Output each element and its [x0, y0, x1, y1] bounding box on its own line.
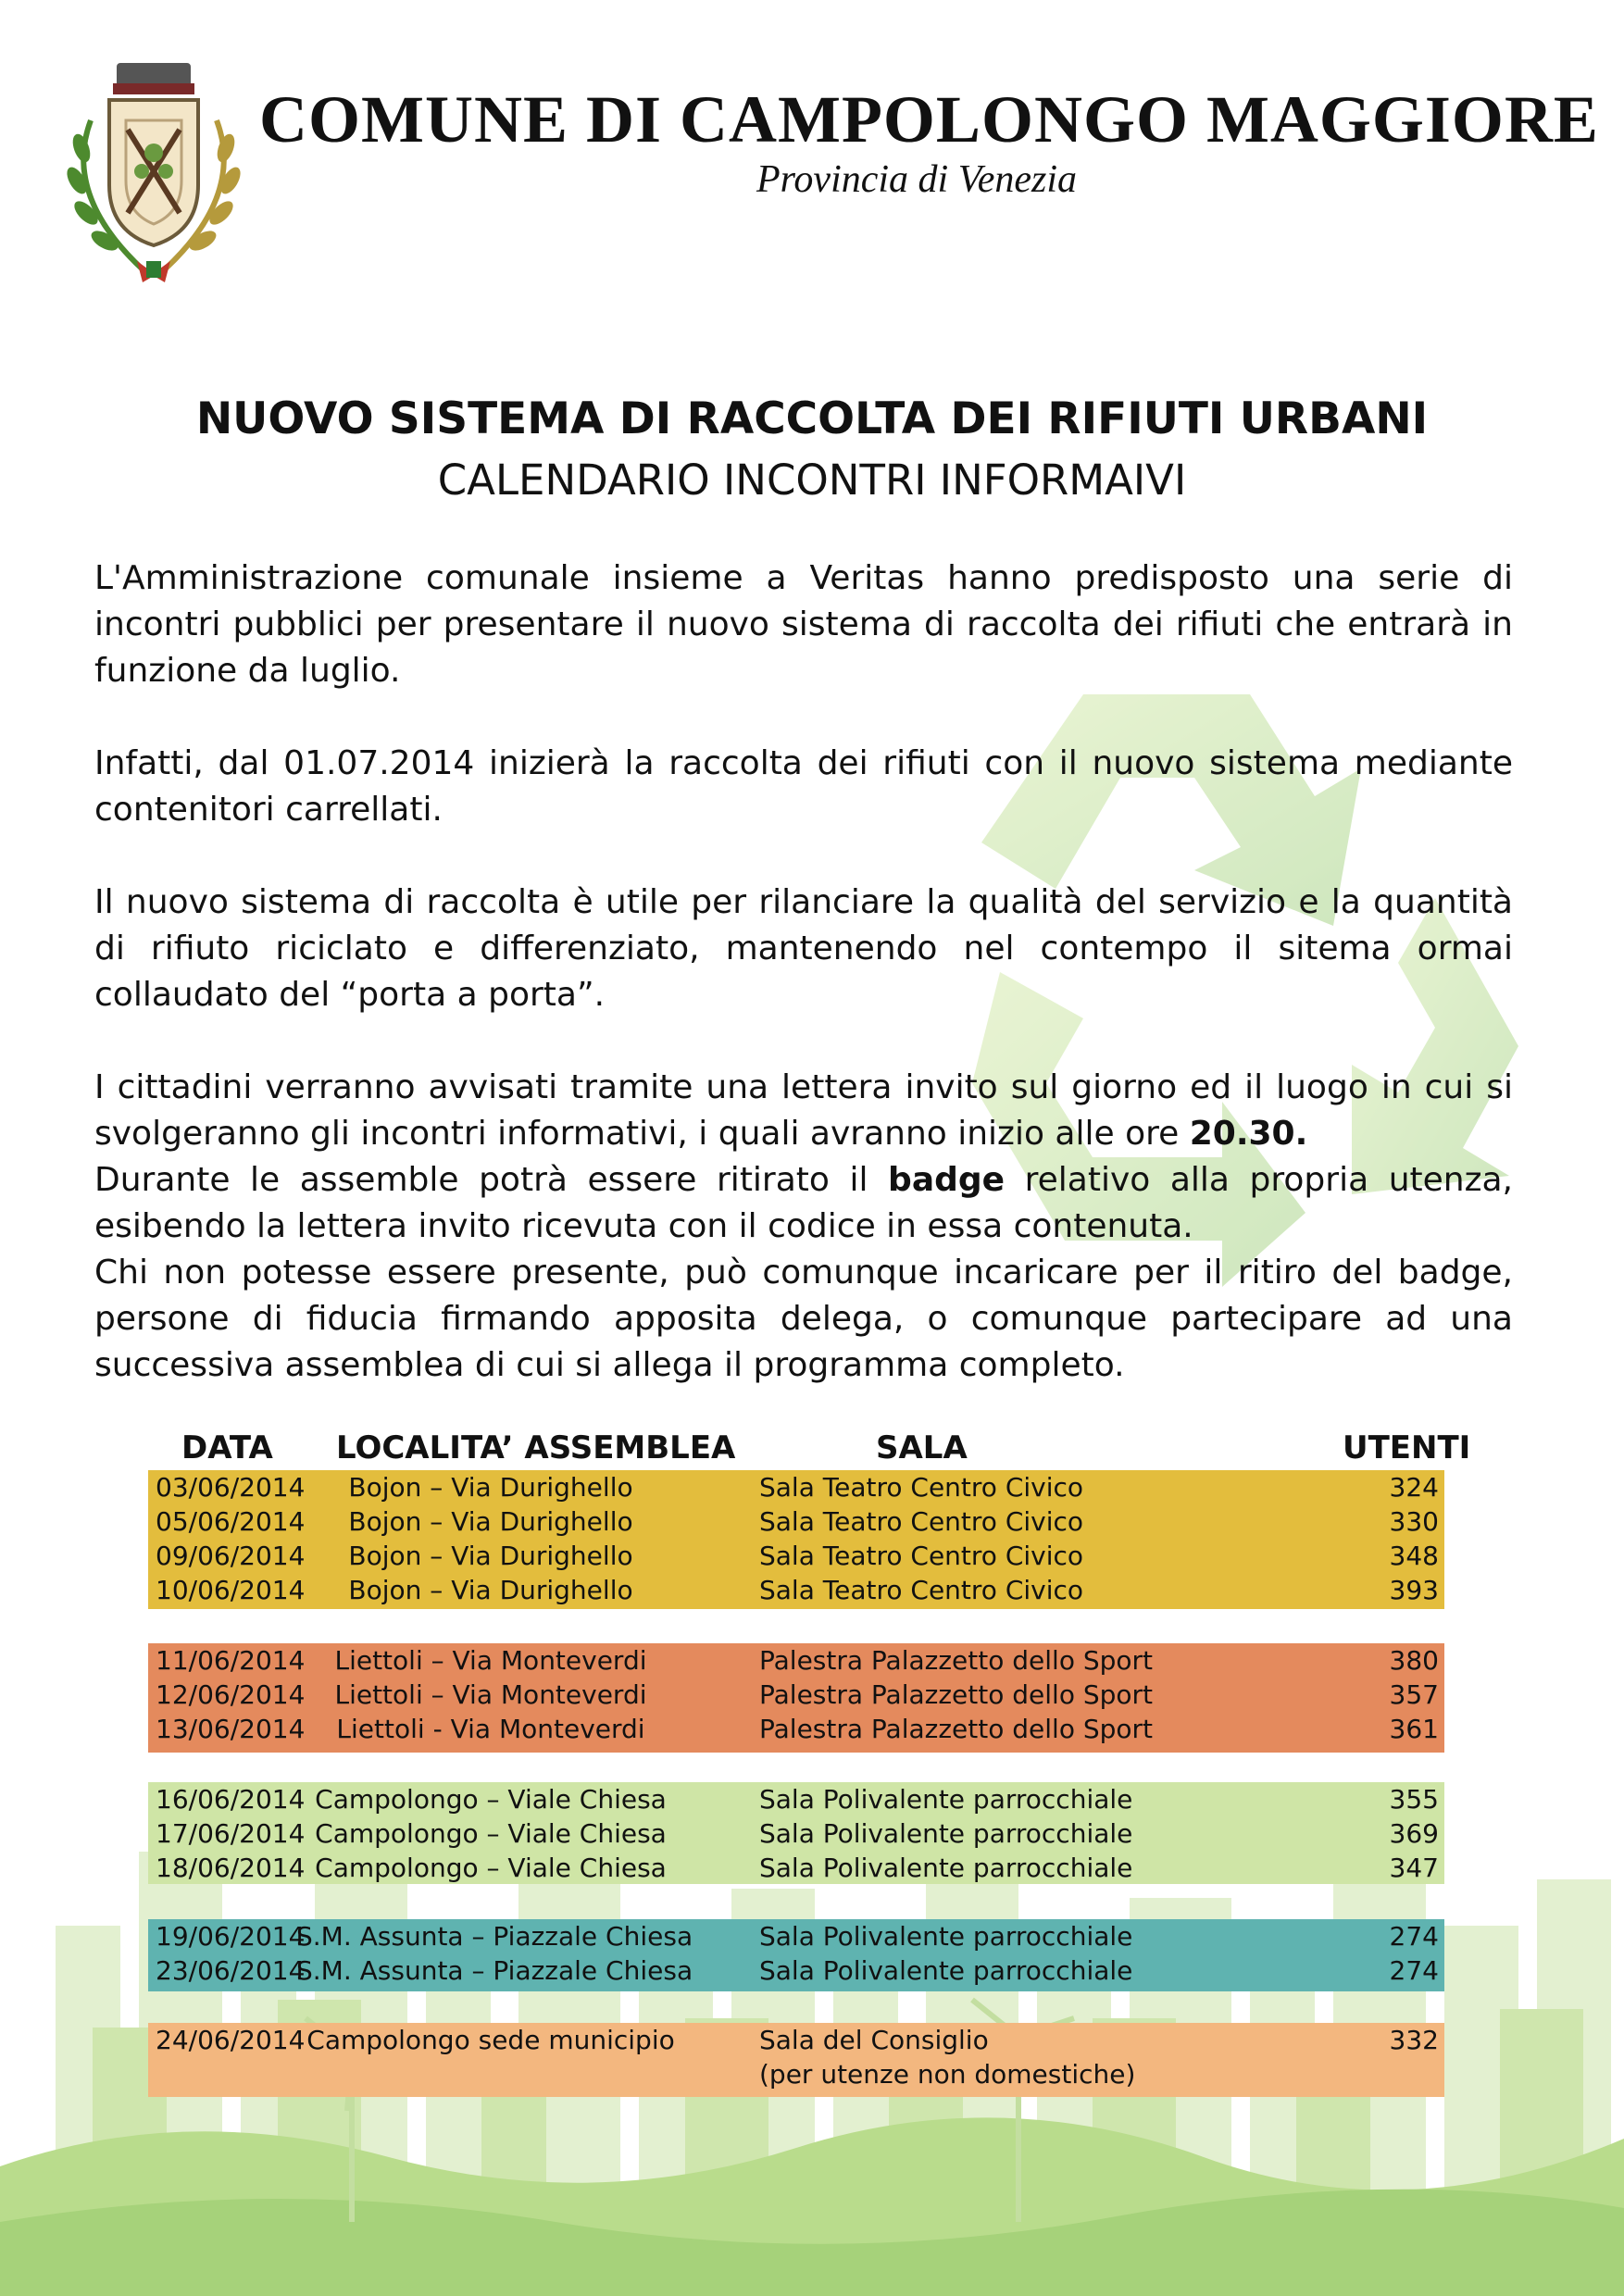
cell-localita: Campolongo sede municipio	[306, 2025, 675, 2055]
header-sala: SALA	[876, 1429, 968, 1466]
schedule-group-liettoli	[148, 1643, 1444, 1753]
table-row	[148, 1953, 1444, 1988]
paragraph-5-text-a: Durante le assemble potrà essere ritirato il	[94, 1161, 889, 1199]
cell-localita: Bojon – Via Durighello	[348, 1541, 633, 1571]
schedule-group-municipio	[148, 2023, 1444, 2097]
cell-utenti: 332	[1389, 2025, 1439, 2055]
cell-sala: Sala Polivalente parrocchiale	[759, 1955, 1133, 1986]
cell-localita: Bojon – Via Durighello	[348, 1472, 633, 1503]
cell-localita: Campolongo – Viale Chiesa	[315, 1818, 667, 1849]
cell-localita: S.M. Assunta – Piazzale Chiesa	[296, 1955, 693, 1986]
cell-localita: S.M. Assunta – Piazzale Chiesa	[296, 1921, 693, 1952]
cell-localita: Liettoli – Via Monteverdi	[334, 1679, 647, 1710]
table-row	[148, 1919, 1444, 1953]
document-title: NUOVO SISTEMA DI RACCOLTA DEI RIFIUTI URBANI	[195, 393, 1429, 444]
cell-sala: Sala Teatro Centro Civico	[759, 1575, 1084, 1605]
body-text	[94, 555, 1513, 1389]
cell-utenti: 274	[1389, 1955, 1439, 1986]
badge-word: badge	[888, 1161, 1006, 1199]
document-subtitle: CALENDARIO INCONTRI INFORMAIVI	[437, 455, 1187, 505]
paragraph-4-text: I cittadini verranno avvisati tramite una lettera invito sul giorno ed il luogo in cui si svolgeranno gli incontri informativi, i quali avranno inizio alle ore	[94, 1068, 1513, 1153]
table-row	[148, 1470, 1444, 1504]
cell-utenti: 324	[1389, 1472, 1439, 1503]
paragraph-4	[94, 1065, 1513, 1157]
cell-date: 09/06/2014	[156, 1541, 306, 1571]
start-time: 20.30.	[1189, 1115, 1308, 1153]
cell-date: 16/06/2014	[156, 1784, 306, 1815]
table-row	[148, 1712, 1444, 1746]
cell-sala: Palestra Palazzetto dello Sport	[759, 1645, 1154, 1676]
table-row-note	[148, 2057, 1444, 2091]
cell-sala-note: (per utenze non domestiche)	[759, 2059, 1136, 2090]
table-header	[0, 1429, 1624, 1472]
paragraph-5	[94, 1157, 1513, 1250]
cell-utenti: 274	[1389, 1921, 1439, 1952]
cell-date: 19/06/2014	[156, 1921, 306, 1952]
paragraph-6: Chi non potesse essere presente, può comunque incaricare per il ritiro del badge, persone di fiducia firmando apposita delega, o comunque partecipare ad una successiva assemblea di cui si allega il programma completo.	[94, 1254, 1513, 1384]
cell-localita: Campolongo – Viale Chiesa	[315, 1853, 667, 1883]
cell-sala: Sala Teatro Centro Civico	[759, 1506, 1084, 1537]
cell-sala: Sala Polivalente parrocchiale	[759, 1921, 1133, 1952]
header-data: DATA	[181, 1429, 273, 1466]
cell-utenti: 330	[1389, 1506, 1439, 1537]
header-localita: LOCALITA’ ASSEMBLEA	[336, 1429, 736, 1466]
cell-date: 03/06/2014	[156, 1472, 306, 1503]
comune-title: COMUNE DI CAMPOLONGO MAGGIORE	[259, 82, 1599, 156]
cell-date: 13/06/2014	[156, 1714, 306, 1744]
cell-sala: Sala del Consiglio	[759, 2025, 989, 2055]
table-row	[148, 1504, 1444, 1539]
cell-date: 18/06/2014	[156, 1853, 306, 1883]
table-row	[148, 1573, 1444, 1607]
cell-localita: Bojon – Via Durighello	[348, 1575, 633, 1605]
cell-utenti: 393	[1389, 1575, 1439, 1605]
cell-utenti: 348	[1389, 1541, 1439, 1571]
cell-localita: Liettoli – Via Monteverdi	[334, 1645, 647, 1676]
table-row	[148, 1539, 1444, 1573]
paragraph-5-text-c: relativo alla propria utenza, esibendo la lettera invito ricevuta con il codice in essa contenuta.	[94, 1161, 1513, 1245]
header-utenti: UTENTI	[1343, 1429, 1471, 1466]
cell-utenti: 357	[1389, 1679, 1439, 1710]
municipal-crest-icon	[54, 56, 253, 287]
cell-utenti: 369	[1389, 1818, 1439, 1849]
table-row	[148, 1851, 1444, 1885]
schedule-group-sm-assunta	[148, 1919, 1444, 1991]
cell-date: 05/06/2014	[156, 1506, 306, 1537]
cell-utenti: 347	[1389, 1853, 1439, 1883]
cell-localita: Campolongo – Viale Chiesa	[315, 1784, 667, 1815]
cell-utenti: 361	[1389, 1714, 1439, 1744]
table-row	[148, 1678, 1444, 1712]
cell-localita: Bojon – Via Durighello	[348, 1506, 633, 1537]
cell-sala: Sala Teatro Centro Civico	[759, 1541, 1084, 1571]
table-row	[148, 1782, 1444, 1816]
paragraph-2: Infatti, dal 01.07.2014 inizierà la raccolta dei rifiuti con il nuovo sistema mediante contenitori carrellati.	[94, 744, 1513, 829]
cell-date: 12/06/2014	[156, 1679, 306, 1710]
schedule-group-bojon	[148, 1470, 1444, 1609]
cell-sala: Sala Polivalente parrocchiale	[759, 1784, 1133, 1815]
cell-date: 23/06/2014	[156, 1955, 306, 1986]
cell-date: 24/06/2014	[156, 2025, 306, 2055]
cell-date: 17/06/2014	[156, 1818, 306, 1849]
cell-localita: Liettoli - Via Monteverdi	[336, 1714, 645, 1744]
provincia-subtitle: Provincia di Venezia	[756, 158, 1078, 201]
table-row	[148, 2023, 1444, 2057]
cell-sala: Palestra Palazzetto dello Sport	[759, 1714, 1154, 1744]
cell-utenti: 380	[1389, 1645, 1439, 1676]
cell-sala: Sala Polivalente parrocchiale	[759, 1853, 1133, 1883]
paragraph-3: Il nuovo sistema di raccolta è utile per rilanciare la qualità del servizio e la quantità di rifiuto riciclato e differenziato, mantenendo nel contempo il sitema ormai collaudato del “porta a porta”.	[94, 883, 1513, 1014]
schedule-group-campolongo	[148, 1782, 1444, 1884]
paragraph-1: L'Amministrazione comunale insieme a Veritas hanno predisposto una serie di incontri pubblici per presentare il nuovo sistema di raccolta dei rifiuti che entrarà in funzione da luglio.	[94, 559, 1513, 690]
cell-date: 10/06/2014	[156, 1575, 306, 1605]
cell-utenti: 355	[1389, 1784, 1439, 1815]
table-row	[148, 1816, 1444, 1851]
cell-sala: Palestra Palazzetto dello Sport	[759, 1679, 1154, 1710]
table-row	[148, 1643, 1444, 1678]
cell-sala: Sala Teatro Centro Civico	[759, 1472, 1084, 1503]
cell-sala: Sala Polivalente parrocchiale	[759, 1818, 1133, 1849]
cell-date: 11/06/2014	[156, 1645, 306, 1676]
